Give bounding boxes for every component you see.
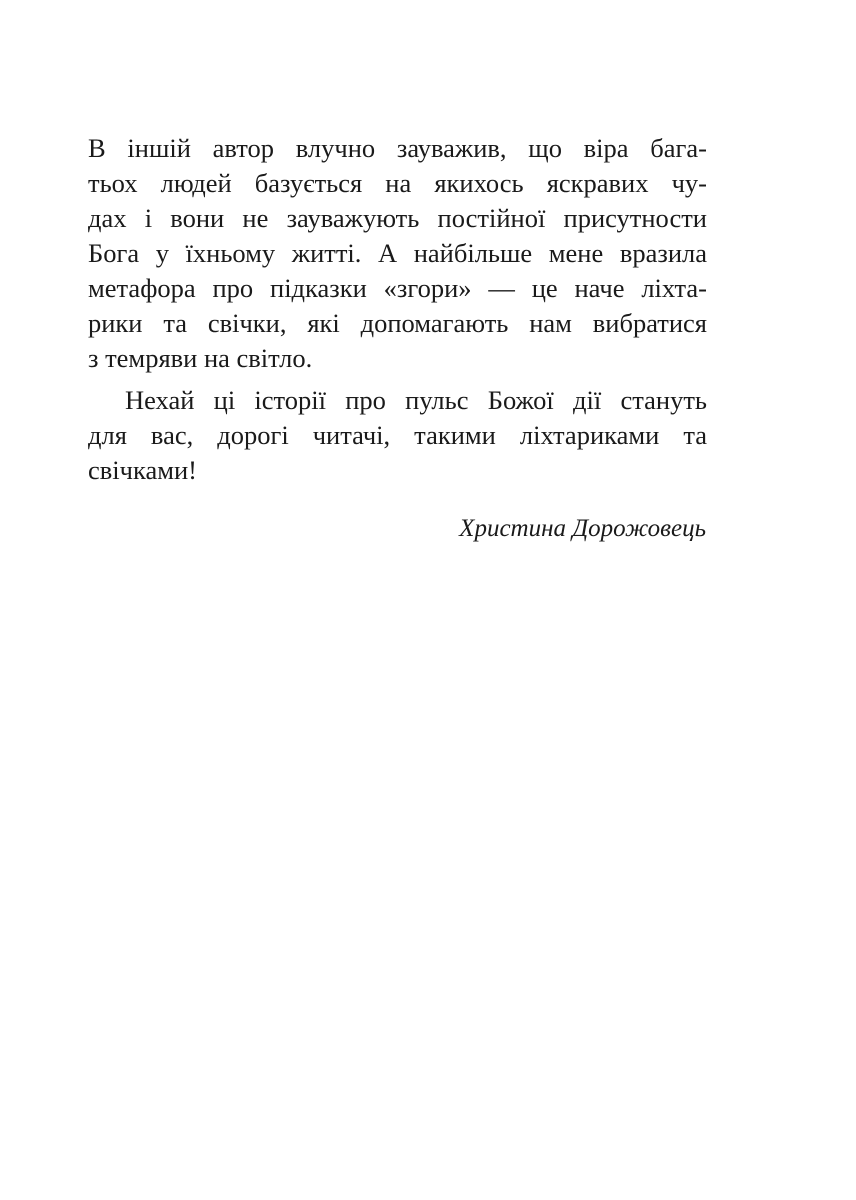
paragraph-1 <box>88 131 707 376</box>
text-line: для вас, дорогі читачі, такими ліхтариками та <box>88 420 707 450</box>
text-line: метафора про підказки «згори» — це наче ліхта- <box>88 273 707 303</box>
body-text <box>88 131 707 488</box>
text-line: тьох людей базується на якихось яскравих чу- <box>88 168 707 198</box>
text-line: Нехай ці історії про пульс Божої дії стануть <box>125 385 707 415</box>
paragraph-2 <box>88 383 707 488</box>
text-line: В іншій автор влучно зауважив, що віра бага- <box>88 133 707 163</box>
text-line: з темряви на світло. <box>88 343 313 373</box>
text-line: Бога у їхньому житті. А найбільше мене вразила <box>88 238 707 268</box>
author-signature: Христина Дорожовець <box>459 515 706 542</box>
text-line: рики та свічки, які допомагають нам вибратися <box>88 308 707 338</box>
paragraph-spacer <box>88 376 707 383</box>
text-line: свічками! <box>88 455 197 485</box>
text-line: дах і вони не зауважують постійної присутности <box>88 203 707 233</box>
